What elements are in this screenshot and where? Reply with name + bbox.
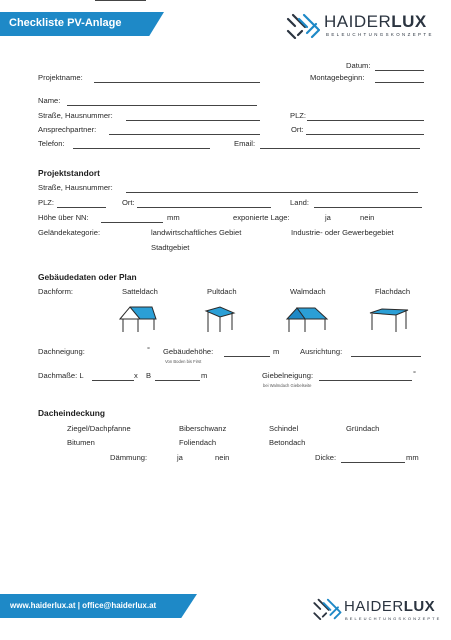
dachform-satteldach-label[interactable]: Satteldach xyxy=(122,287,158,296)
daemmung-nein-option[interactable]: nein xyxy=(215,453,230,462)
email-field[interactable] xyxy=(260,148,420,149)
standort-land-field[interactable] xyxy=(314,207,422,208)
ausrichtung-field[interactable] xyxy=(351,356,421,357)
dachneigung-field[interactable] xyxy=(95,0,146,1)
ort-field[interactable] xyxy=(306,134,424,135)
exponiert-label: exponierte Lage: xyxy=(233,213,290,222)
projektname-label: Projektname: xyxy=(38,73,83,82)
giebelneigung-field[interactable] xyxy=(319,380,412,381)
dacheindeckung-heading: Dacheindeckung xyxy=(38,408,106,418)
hoehe-label: Höhe über NN: xyxy=(38,213,89,222)
name-label: Name: xyxy=(38,96,61,105)
dachform-label: Dachform: xyxy=(38,287,74,296)
ausrichtung-label: Ausrichtung: xyxy=(300,347,343,356)
standort-strasse-field[interactable] xyxy=(126,192,418,193)
exponiert-nein-option[interactable]: nein xyxy=(360,213,375,222)
plz-field[interactable] xyxy=(307,120,424,121)
option-gruendach[interactable]: Gründach xyxy=(346,424,380,433)
dachmasse-b-label: B xyxy=(146,371,152,380)
gelaende-option-stadt[interactable]: Stadtgebiet xyxy=(151,243,190,252)
strasse-label: Straße, Hausnummer: xyxy=(38,111,113,120)
standort-ort-field[interactable] xyxy=(137,207,271,208)
footer-haiderlux-logo-icon xyxy=(312,598,342,620)
option-bitumen[interactable]: Bitumen xyxy=(67,438,95,447)
standort-land-label: Land: xyxy=(290,198,310,207)
telefon-label: Telefon: xyxy=(38,139,65,148)
footer-contact[interactable]: www.haiderlux.at | office@haiderlux.at xyxy=(10,601,157,610)
flat-roof-icon[interactable] xyxy=(368,305,410,333)
page-title: Checkliste PV-Anlage xyxy=(9,17,122,29)
gebaeudehoehe-label: Gebäudehöhe: xyxy=(163,347,214,356)
projektstandort-heading: Projektstandort xyxy=(38,168,100,178)
dachform-flachdach-label[interactable]: Flachdach xyxy=(375,287,411,296)
hip-roof-icon[interactable] xyxy=(285,305,329,333)
saddle-roof-icon[interactable] xyxy=(118,305,158,333)
hoehe-field[interactable] xyxy=(101,222,163,223)
ansprechpartner-field[interactable] xyxy=(109,134,260,135)
hoehe-unit: mm xyxy=(167,213,180,222)
dicke-field[interactable] xyxy=(341,462,405,463)
option-betondach[interactable]: Betondach xyxy=(269,438,306,447)
standort-plz-label: PLZ: xyxy=(38,198,55,207)
daemmung-label: Dämmung: xyxy=(110,453,148,462)
projektname-field[interactable] xyxy=(94,82,260,83)
name-field[interactable] xyxy=(67,105,257,106)
gebaeudedaten-heading: Gebäudedaten oder Plan xyxy=(38,272,137,282)
plz-label: PLZ: xyxy=(290,111,307,120)
gelaende-label: Geländekategorie: xyxy=(38,228,101,237)
giebelneigung-label: Giebelneigung: xyxy=(262,371,314,380)
standort-plz-field[interactable] xyxy=(57,207,106,208)
brand-wordmark: HAIDERLUX xyxy=(324,12,427,31)
gebaeudehoehe-field[interactable] xyxy=(224,356,270,357)
email-label: Email: xyxy=(234,139,256,148)
dachmasse-unit: m xyxy=(201,371,208,380)
ort-label: Ort: xyxy=(291,125,304,134)
standort-strasse-label: Straße, Hausnummer: xyxy=(38,183,113,192)
gebaeudehoehe-unit: m xyxy=(273,347,280,356)
telefon-field[interactable] xyxy=(73,148,210,149)
dachmasse-x: x xyxy=(134,371,138,380)
mono-pitch-roof-icon[interactable] xyxy=(204,305,236,333)
gelaende-option-industrie[interactable]: Industrie- oder Gewerbegebiet xyxy=(291,228,394,237)
dicke-unit: mm xyxy=(406,453,419,462)
giebelneigung-degree: ° xyxy=(413,369,417,378)
brand-tagline: BELEUCHTUNGSKONZEPTE xyxy=(326,32,434,37)
datum-label: Datum: xyxy=(346,61,371,70)
option-ziegel[interactable]: Ziegel/Dachpfanne xyxy=(67,424,131,433)
gebaeudehoehe-note: Von Boden bis First xyxy=(165,359,202,364)
dachneigung-degree: ° xyxy=(147,345,151,354)
strasse-field[interactable] xyxy=(126,120,260,121)
montagebeginn-label: Montagebeginn: xyxy=(310,73,365,82)
dachmasse-b-field[interactable] xyxy=(155,380,200,381)
ansprechpartner-label: Ansprechpartner: xyxy=(38,125,97,134)
exponiert-ja-option[interactable]: ja xyxy=(325,213,331,222)
montagebeginn-field[interactable] xyxy=(375,82,424,83)
gelaende-option-landwirtschaftlich[interactable]: landwirtschaftliches Gebiet xyxy=(151,228,242,237)
option-biberschwanz[interactable]: Biberschwanz xyxy=(179,424,227,433)
dachmasse-l-field[interactable] xyxy=(92,380,134,381)
dachform-walmdach-label[interactable]: Walmdach xyxy=(290,287,326,296)
daemmung-ja-option[interactable]: ja xyxy=(177,453,183,462)
dachmasse-label: Dachmaße: L xyxy=(38,371,84,380)
dicke-label: Dicke: xyxy=(315,453,337,462)
haiderlux-logo-icon xyxy=(286,13,320,39)
footer-brand-tagline: BELEUCHTUNGSKONZEPTE xyxy=(345,616,442,621)
option-foliendach[interactable]: Foliendach xyxy=(179,438,217,447)
footer-brand-wordmark: HAIDERLUX xyxy=(344,598,436,615)
dachform-pultdach-label[interactable]: Pultdach xyxy=(207,287,237,296)
datum-field[interactable] xyxy=(375,70,424,71)
standort-ort-label: Ort: xyxy=(122,198,135,207)
giebelneigung-note: bei Walmdach Giebelseite xyxy=(263,383,312,388)
option-schindel[interactable]: Schindel xyxy=(269,424,299,433)
dachneigung-label: Dachneigung: xyxy=(38,347,85,356)
